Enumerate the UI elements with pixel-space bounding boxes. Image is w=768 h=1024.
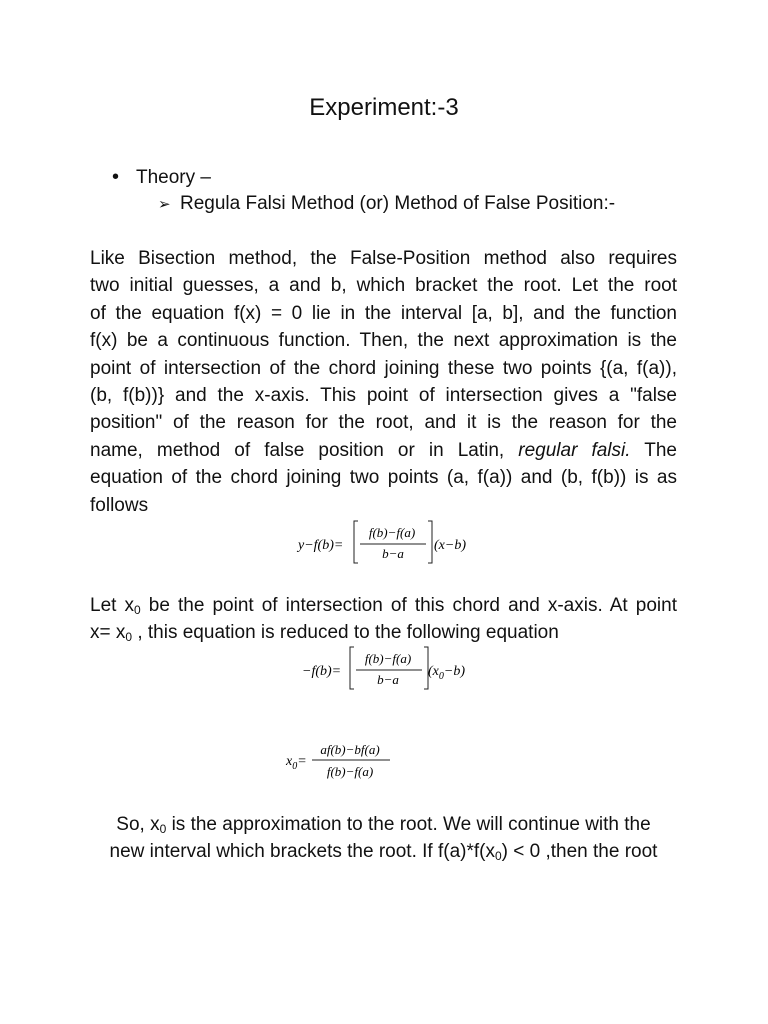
bullet-icon: • <box>112 166 120 188</box>
eq2-rhs-part: (x <box>428 664 439 679</box>
paragraph-line: point of intersection of the chord joining these two points {(a, f(a)), <box>90 357 677 379</box>
bullet-item <box>112 164 211 191</box>
arrow-bullet-icon: ➢ <box>158 196 171 213</box>
paragraph-line: follows <box>90 494 149 516</box>
paragraph-line: of the equation f(x) = 0 lie in the interval [a, b], and the function <box>90 302 677 324</box>
paragraph-line <box>90 619 677 646</box>
eq2-numerator: f(b)−f(a) <box>364 651 412 666</box>
subscript: 0 <box>438 671 444 682</box>
italic-term: regular falsi. <box>518 439 631 461</box>
sub-bullet-item <box>158 191 615 218</box>
sub-bullet-text: Regula Falsi Method (or) Method of False Position:- <box>180 193 616 214</box>
eq1-lhs: y−f(b)= <box>298 538 344 553</box>
eq2-denominator: b−a <box>377 672 399 687</box>
equation-chord-graphic <box>296 518 476 568</box>
line-text: x= x <box>90 622 126 644</box>
eq3-lhs-part: = <box>297 754 307 769</box>
paragraph-line: two initial guesses, a and b, which bracket the root. Let the root <box>90 275 677 297</box>
eq2-lhs: −f(b)= <box>302 664 342 679</box>
equation-x0 <box>284 736 404 786</box>
equation-reduced-graphic <box>300 644 480 694</box>
subscript: 0 <box>134 603 141 617</box>
paragraph-line <box>90 811 677 838</box>
eq3-denominator: f(b)−f(a) <box>326 764 374 779</box>
left-bracket-icon <box>350 647 354 689</box>
line-text: name, method of false position or in Latin, <box>90 439 505 461</box>
eq1-denominator: b−a <box>382 546 404 561</box>
subscript: 0 <box>159 822 167 836</box>
paragraph-line: (b, f(b))} and the x-axis. This point of intersection gives a "false <box>90 385 677 407</box>
line-text: is the approximation to the root. We will continue with the <box>166 814 651 835</box>
left-bracket-icon <box>354 521 358 563</box>
paragraph-line <box>90 838 677 865</box>
eq2-rhs <box>428 664 465 682</box>
subscript: 0 <box>292 761 298 772</box>
paragraph-line: equation of the chord joining two points (a, f(a)) and (b, f(b)) is as <box>90 467 677 489</box>
paragraph-line: position" of the reason for the root, and it is the reason for the <box>90 412 677 434</box>
paragraph-approximation <box>90 811 677 866</box>
eq3-lhs-part: x <box>286 754 293 769</box>
paragraph-intro <box>90 245 677 519</box>
paragraph-line <box>90 437 677 464</box>
line-text: The <box>644 439 677 461</box>
paragraph-line <box>90 592 677 619</box>
subscript: 0 <box>494 849 502 864</box>
eq3-numerator: af(b)−bf(a) <box>320 742 380 757</box>
line-text: , this equation is reduced to the following equation <box>132 622 559 644</box>
line-text: new interval which brackets the root. If f(a)*f(x <box>109 841 495 863</box>
eq2-rhs-part: −b) <box>443 664 465 679</box>
paragraph-line: Like Bisection method, the False-Position method also requires <box>90 248 677 269</box>
eq3-lhs <box>285 754 307 772</box>
eq1-rhs: (x−b) <box>434 538 466 553</box>
line-text: Let x <box>90 595 134 616</box>
equation-x0-graphic <box>284 736 404 786</box>
equation-chord <box>296 518 476 568</box>
page-title: Experiment:-3 <box>309 94 459 121</box>
paragraph-line: f(x) be a continuous function. Then, the next approximation is the <box>90 330 677 352</box>
eq1-numerator: f(b)−f(a) <box>368 525 416 540</box>
line-text: be the point of intersection of this chord and x-axis. At point <box>140 595 677 616</box>
paragraph-intersection <box>90 592 677 647</box>
line-text: ) < 0 ,then the root <box>501 841 658 863</box>
line-text: So, x <box>116 814 160 835</box>
bullet-text: Theory – <box>136 167 211 188</box>
equation-reduced <box>300 644 480 694</box>
right-bracket-icon <box>428 521 432 563</box>
subscript: 0 <box>125 630 133 645</box>
